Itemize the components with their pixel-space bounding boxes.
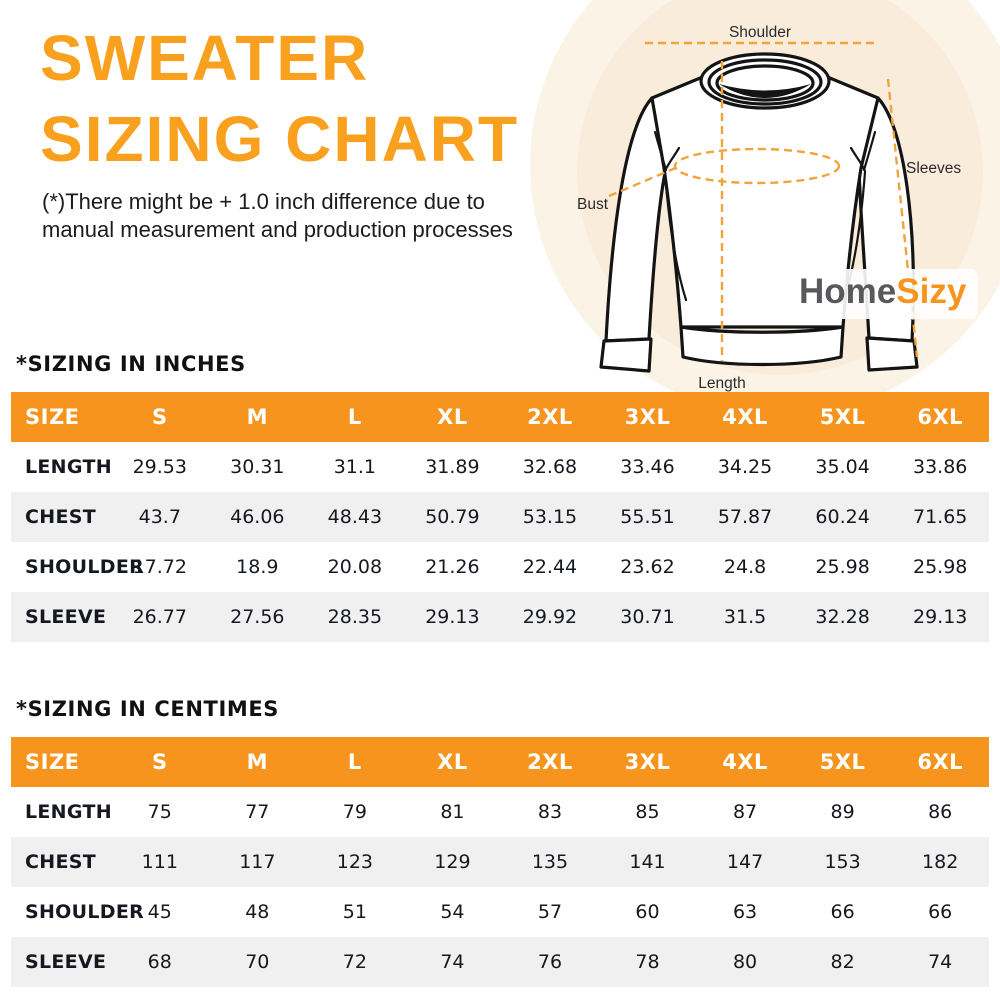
value-cell: 53.15 — [522, 506, 578, 528]
page-title-line2: SIZING CHART — [40, 103, 520, 175]
row-label: SLEEVE — [25, 951, 107, 973]
value-cell: 77 — [245, 801, 270, 823]
value-cell: 48.43 — [327, 506, 383, 528]
disclaimer-line2: manual measurement and production processes — [42, 217, 513, 242]
value-cell: 147 — [726, 851, 764, 873]
row-label: LENGTH — [25, 456, 112, 478]
centimes-section — [0, 697, 1000, 987]
value-cell: 34.25 — [717, 456, 773, 478]
value-cell: 28.35 — [327, 606, 383, 628]
length-label: Length — [698, 375, 746, 392]
table-row — [11, 542, 989, 592]
sizing-table-centimes — [11, 737, 989, 987]
row-label: CHEST — [25, 506, 96, 528]
column-header: 3XL — [599, 737, 697, 787]
column-header: XL — [404, 392, 502, 442]
column-header: 6XL — [891, 392, 989, 442]
value-cell: 66 — [830, 901, 855, 923]
value-cell: 89 — [830, 801, 855, 823]
value-cell: 57.87 — [717, 506, 773, 528]
column-header: 5XL — [794, 392, 892, 442]
value-cell: 27.56 — [230, 606, 285, 628]
logo-text-sizy: Sizy — [896, 272, 967, 311]
row-label: LENGTH — [25, 801, 112, 823]
value-cell: 60.24 — [815, 506, 870, 528]
column-header: 3XL — [599, 392, 697, 442]
value-cell: 18.9 — [236, 556, 279, 578]
value-cell: 33.86 — [912, 456, 968, 478]
column-header: 4XL — [696, 737, 794, 787]
bust-label: Bust — [576, 196, 608, 213]
value-cell: 43.7 — [138, 506, 181, 528]
sleeves-label: Sleeves — [906, 160, 962, 177]
column-header: SIZE — [11, 737, 111, 787]
table-row — [11, 592, 989, 642]
value-cell: 48 — [245, 901, 270, 923]
column-header: 6XL — [891, 737, 989, 787]
value-cell: 74 — [440, 951, 465, 973]
value-cell: 129 — [434, 851, 471, 873]
value-cell: 63 — [732, 901, 758, 923]
header-row — [11, 737, 989, 787]
value-cell: 32.28 — [815, 606, 870, 628]
value-cell: 68 — [147, 951, 172, 973]
value-cell: 20.08 — [327, 556, 383, 578]
value-cell: 26.77 — [132, 606, 187, 628]
column-header: 5XL — [794, 737, 892, 787]
value-cell: 82 — [830, 951, 855, 973]
homesizy-logo — [787, 269, 978, 319]
value-cell: 29.53 — [132, 456, 187, 478]
value-cell: 80 — [732, 951, 758, 973]
table-row — [11, 442, 989, 492]
sizing-table-inches — [11, 392, 989, 642]
value-cell: 31.5 — [723, 606, 767, 628]
disclaimer-line1: (*)There might be + 1.0 inch difference due to — [42, 189, 485, 214]
inches-section — [0, 352, 1000, 642]
value-cell: 30.71 — [620, 606, 675, 628]
value-cell: 182 — [922, 851, 959, 873]
column-header: 2XL — [501, 737, 599, 787]
value-cell: 46.06 — [230, 506, 285, 528]
value-cell: 76 — [537, 951, 563, 973]
row-label: SHOULDER — [25, 556, 145, 578]
value-cell: 31.89 — [425, 456, 480, 478]
value-cell: 54 — [440, 901, 465, 923]
value-cell: 29.13 — [425, 606, 480, 628]
value-cell: 55.51 — [620, 506, 675, 528]
row-label: SHOULDER — [25, 901, 145, 923]
value-cell: 60 — [635, 901, 660, 923]
value-cell: 22.44 — [522, 556, 578, 578]
table-row — [11, 937, 989, 987]
shoulder-label: Shoulder — [728, 24, 792, 41]
value-cell: 70 — [245, 951, 270, 973]
logo-text-home: Home — [799, 272, 897, 311]
table-row — [11, 887, 989, 937]
value-cell: 75 — [147, 801, 172, 823]
value-cell: 85 — [635, 801, 660, 823]
row-label: CHEST — [25, 851, 96, 873]
page-title — [40, 18, 519, 180]
value-cell: 87 — [732, 801, 758, 823]
value-cell: 32.68 — [522, 456, 578, 478]
value-cell: 81 — [440, 801, 465, 823]
centimes-heading: *SIZING IN CENTIMES — [16, 697, 280, 721]
value-cell: 31.1 — [333, 456, 377, 478]
column-header: 4XL — [696, 392, 794, 442]
sweater-diagram — [520, 0, 1000, 396]
value-cell: 153 — [824, 851, 861, 873]
value-cell: 35.04 — [815, 456, 870, 478]
column-header: S — [111, 737, 209, 787]
page-title-line1: SWEATER — [40, 22, 370, 94]
column-header: SIZE — [11, 392, 111, 442]
sizing-table-inches-container — [11, 392, 989, 642]
value-cell: 83 — [537, 801, 563, 823]
value-cell: 66 — [928, 901, 953, 923]
sweater-illustration — [601, 54, 917, 371]
value-cell: 33.46 — [620, 456, 675, 478]
column-header: L — [306, 392, 404, 442]
value-cell: 111 — [141, 851, 178, 873]
value-cell: 135 — [531, 851, 569, 873]
table-row — [11, 492, 989, 542]
row-label: SLEEVE — [25, 606, 107, 628]
value-cell: 141 — [629, 851, 666, 873]
table-row — [11, 787, 989, 837]
value-cell: 117 — [239, 851, 276, 873]
disclaimer-text — [42, 188, 513, 244]
inches-heading: *SIZING IN INCHES — [16, 352, 246, 376]
column-header: S — [111, 392, 209, 442]
column-header: M — [209, 392, 307, 442]
column-header: L — [306, 737, 404, 787]
column-header: M — [209, 737, 307, 787]
value-cell: 74 — [928, 951, 953, 973]
value-cell: 72 — [342, 951, 367, 973]
value-cell: 57 — [537, 901, 563, 923]
value-cell: 29.92 — [522, 606, 578, 628]
value-cell: 23.62 — [620, 556, 675, 578]
value-cell: 17.72 — [132, 556, 187, 578]
value-cell: 78 — [635, 951, 660, 973]
column-header: XL — [404, 737, 502, 787]
value-cell: 123 — [336, 851, 373, 873]
value-cell: 29.13 — [912, 606, 968, 628]
value-cell: 30.31 — [230, 456, 285, 478]
value-cell: 45 — [147, 901, 172, 923]
value-cell: 51 — [342, 901, 367, 923]
value-cell: 24.8 — [723, 556, 767, 578]
column-header: 2XL — [501, 392, 599, 442]
header-row — [11, 392, 989, 442]
value-cell: 21.26 — [425, 556, 480, 578]
table-row — [11, 837, 989, 887]
value-cell: 86 — [928, 801, 953, 823]
value-cell: 50.79 — [425, 506, 480, 528]
value-cell: 79 — [342, 801, 367, 823]
value-cell: 71.65 — [912, 506, 968, 528]
value-cell: 25.98 — [912, 556, 968, 578]
value-cell: 25.98 — [815, 556, 870, 578]
sizing-table-centimes-container — [11, 737, 989, 987]
